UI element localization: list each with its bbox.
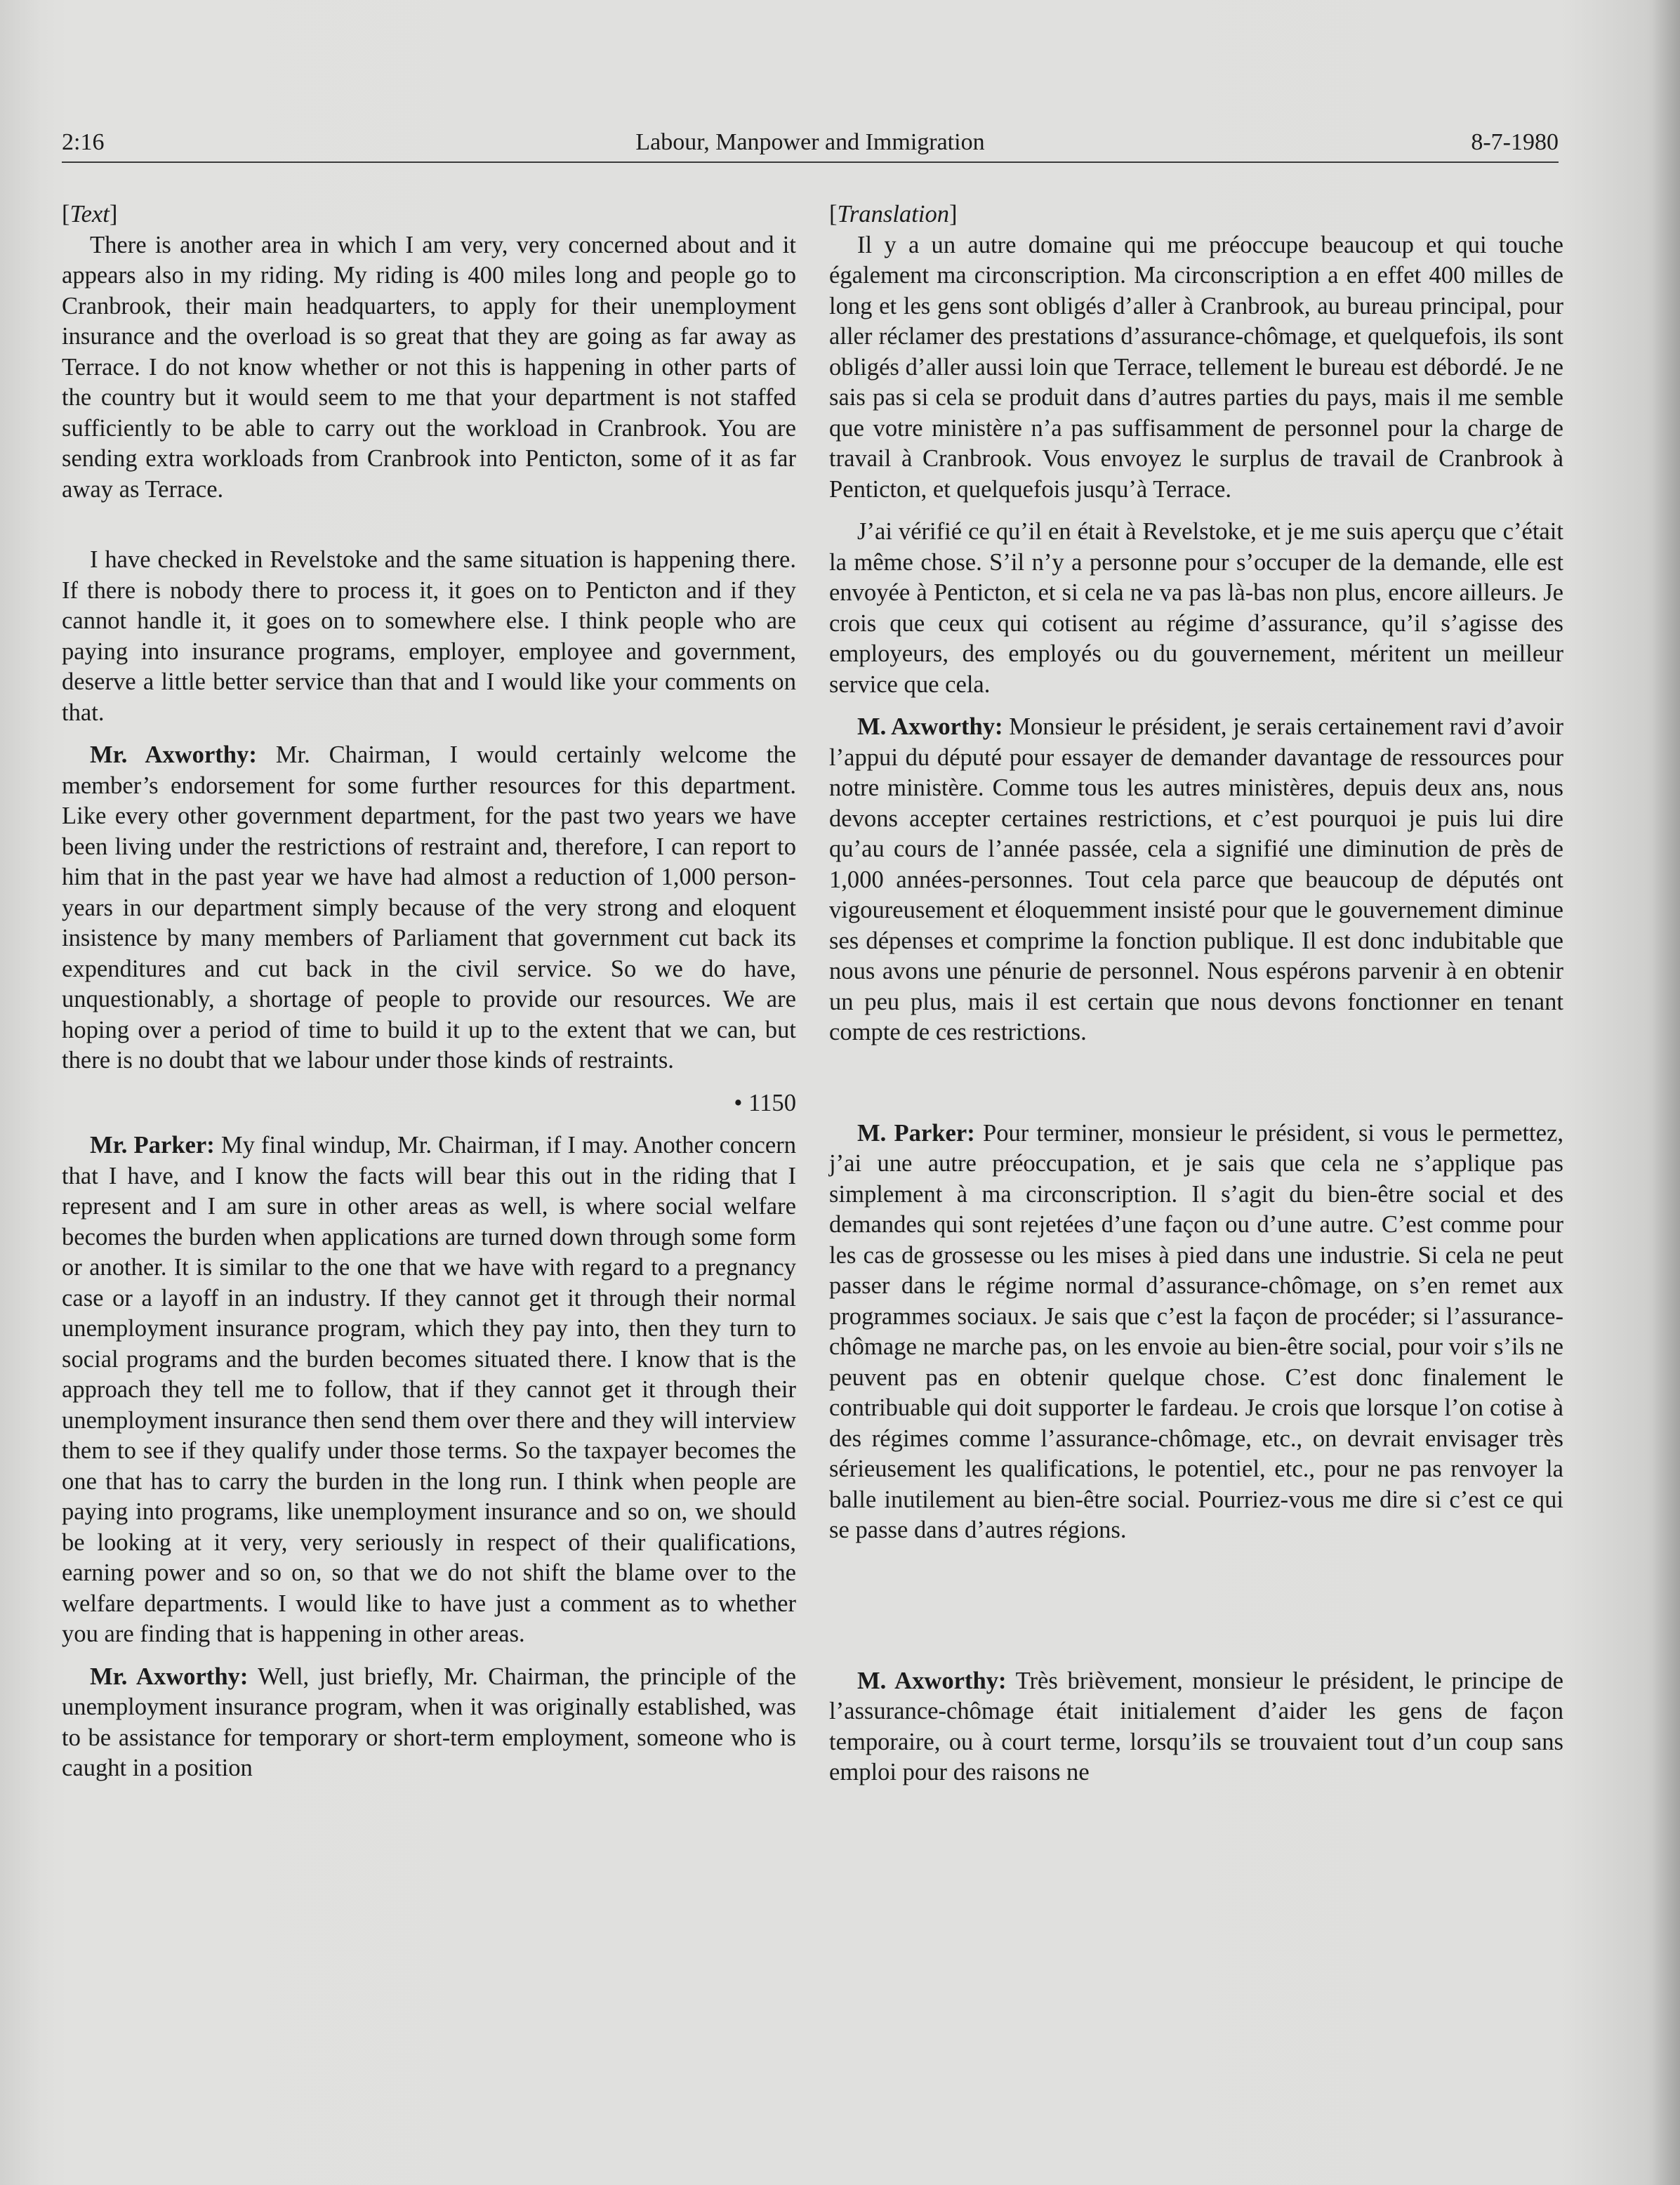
speech-text: Monsieur le président, je serais certainement ravi d’avoir l’appui du député pour essayer de demander davantage de ressources pour notre ministère. Comme tous les autres ministères, depuis deux ans, nous devons accepter certaines restrictions, et c’est pourquoi je puis lui dire qu’au cours de l’année passée, cela a signifié une diminution de près de 1,000 années-personnes. Tout cela parce que beaucoup de députés ont vigoureusement et éloquemment insisté pour que le gouvernement diminue ses dépenses et comprime la fonction publique. Il est donc indubitable que nous avons une pénurie de personnel. Nous espérons parvenir à en obtenir un peu plus, mais il est certain que nous devons fonctionner en tenant compte de ces restrictions. xyxy=(829,713,1563,1045)
speaker-name: Mr. Axworthy: xyxy=(90,1663,249,1690)
paragraph xyxy=(829,1666,1563,1788)
paragraph xyxy=(829,712,1563,1048)
text-label-word: Text xyxy=(70,201,110,227)
paragraph: Il y a un autre domaine qui me préoccupe beaucoup et qui touche également ma circonscription. Ma circonscription a en effet 400 milles de long et les gens sont obligés d’aller à Cranbrook, au bureau principal, pour aller réclamer des prestations d’assurance-chômage, et quelquefois, ils sont obligés d’aller aussi loin que Terrace, tellement le bureau est débordé. Je ne sais pas si cela se produit dans d’autres parties du pays, mais il me semble que votre ministère n’a pas suffisamment de personnel pour la charge de travail à Cranbrook. Vous envoyez le surplus de travail de Cranbrook à Penticton, et quelquefois jusqu’à Terrace. xyxy=(829,231,1563,503)
speech-text: Mr. Chairman, I would certainly welcome the member’s endorsement for some further resources for this department. Like every other government department, for the past two years we have been living under the restrictions of restraint and, therefore, I can report to him that in the past year we have had almost a reduction of 1,000 person-years in our department simply because of the very strong and eloquent insistence by many members of Parliament that government cut back its expenditures and cut back in the civil service. So we do have, unquestionably, a shortage of people to provide our resources. We are hoping over a period of time to build it up to the extent that we can, but there is no doubt that we labour under those kinds of restraints. xyxy=(62,741,796,1074)
paragraph xyxy=(62,1662,796,1784)
paragraph: J’ai vérifié ce qu’il en était à Revelstoke, et je me suis aperçu que c’était la même chose. S’il n’y a personne pour s’occuper de la demande, elle est envoyée à Penticton, et si cela ne va pas là-bas non plus, encore ailleurs. Je crois que ceux qui cotisent au régime d’assurance, qu’il s’agisse des employeurs, des employés ou du gouvernement, méritent un meilleur service que cela. xyxy=(829,518,1563,698)
translation-label: [Translation] xyxy=(829,201,958,227)
timestamp: • 1150 xyxy=(734,1089,796,1116)
page-number: 2:16 xyxy=(62,129,105,155)
speaker-name: M. Axworthy: xyxy=(857,713,1003,740)
page-shadow-left xyxy=(0,0,42,2185)
speech-text: Très brièvement, monsieur le président, le principe de l’assurance-chômage était initialement d’aider les gens de façon temporaire, ou à court terme, lorsqu’ils se trouvaient tout d’un coup sans emploi pour des raisons ne xyxy=(829,1667,1563,1785)
page-shadow-right xyxy=(1652,0,1680,2185)
speech-text: My final windup, Mr. Chairman, if I may. Another concern that I have, and I know the facts will bear this out in the riding that I represent and I am sure in other areas as well, is where social welfare becomes the burden when applications are turned down through some form or another. It is similar to the one that we have with regard to a pregnancy case or a layoff in an industry. If they cannot get it through their normal unemployment insurance program, which they pay into, then they turn to social programs and the burden becomes situated there. I know that is the approach they tell me to follow, that if they cannot get it through their unemployment insurance then send them over there and they will interview them to see if they qualify under those terms. So the taxpayer becomes the one that has to carry the burden in the long run. I think when people are paying into programs, like unemployment insurance and so on, we should be looking at it very, very seriously in respect of their qualifications, earning power and so on, so that we do not shift the blame over to the welfare departments. I would like to have just a comment as to whether you are finding that is happening in other areas. xyxy=(62,1132,797,1647)
speaker-name: Mr. Parker: xyxy=(90,1132,215,1158)
paragraph xyxy=(62,1130,796,1650)
publication-title: Labour, Manpower and Immigration xyxy=(635,129,985,155)
french-column xyxy=(829,199,1563,1788)
speech-text: Well, just briefly, Mr. Chairman, the principle of the unemployment insurance program, when it was originally established, was to be assistance for temporary or short-term employment, someone who is caught in a position xyxy=(62,1663,796,1781)
speaker-name: Mr. Axworthy: xyxy=(90,741,257,768)
running-header xyxy=(62,125,1559,160)
speaker-name: M. Axworthy: xyxy=(857,1667,1007,1694)
translation-label-word: Translation xyxy=(837,201,950,227)
speaker-name: M. Parker: xyxy=(857,1119,975,1147)
paragraph xyxy=(829,1118,1563,1546)
paragraph xyxy=(62,740,796,1076)
header-rule xyxy=(62,161,1559,163)
paragraph: I have checked in Revelstoke and the same situation is happening there. If there is nobody there to process it, it goes on to Penticton and if they cannot handle it, it goes on to somewhere else. I think people who are paying into insurance programs, employer, employee and government, deserve a little better service than that and I would like your comments on that. xyxy=(62,546,796,726)
english-column xyxy=(62,199,796,1784)
text-label: [Text] xyxy=(62,201,118,227)
header-date: 8-7-1980 xyxy=(1471,129,1559,155)
paragraph: There is another area in which I am very, very concerned about and it appears also in my riding. My riding is 400 miles long and people go to Cranbrook, their main headquarters, to apply for their unemployment insurance and the overload is so great that they are going as far away as Terrace. I do not know whether or not this is happening in other parts of the country but it would seem to me that your department is not staffed sufficiently to be able to carry out the workload in Cranbrook. You are sending extra workloads from Cranbrook into Penticton, some of it as far away as Terrace. xyxy=(62,231,796,503)
speech-text: Pour terminer, monsieur le président, si vous le permettez, j’ai une autre préoccupation, et je sais que cela ne s’applique pas simplement à ma circonscription. Il s’agit du bien-être social et des demandes qui sont rejetées d’une façon ou d’une autre. C’est comme pour les cas de grossesse ou les mises à pied dans une industrie. Si cela ne peut passer dans le régime normal d’assurance-chômage, on s’en remet aux programmes sociaux. Je sais que c’est la façon de procéder; si l’assurance-chômage ne marche pas, on les envoie au bien-être social, pour voir s’ils ne peuvent pas en obtenir quelque chose. C’est donc finalement le contribuable qui doit supporter le fardeau. Je crois que lorsque l’on cotise à des régimes comme l’assurance-chômage, etc., on devrait envisager très sérieusement les qualifications, le potentiel, etc., pour ne pas renvoyer la balle inutilement au bien-être social. Pourriez-vous me dire si c’est ce qui se passe dans d’autres régions. xyxy=(829,1119,1563,1543)
